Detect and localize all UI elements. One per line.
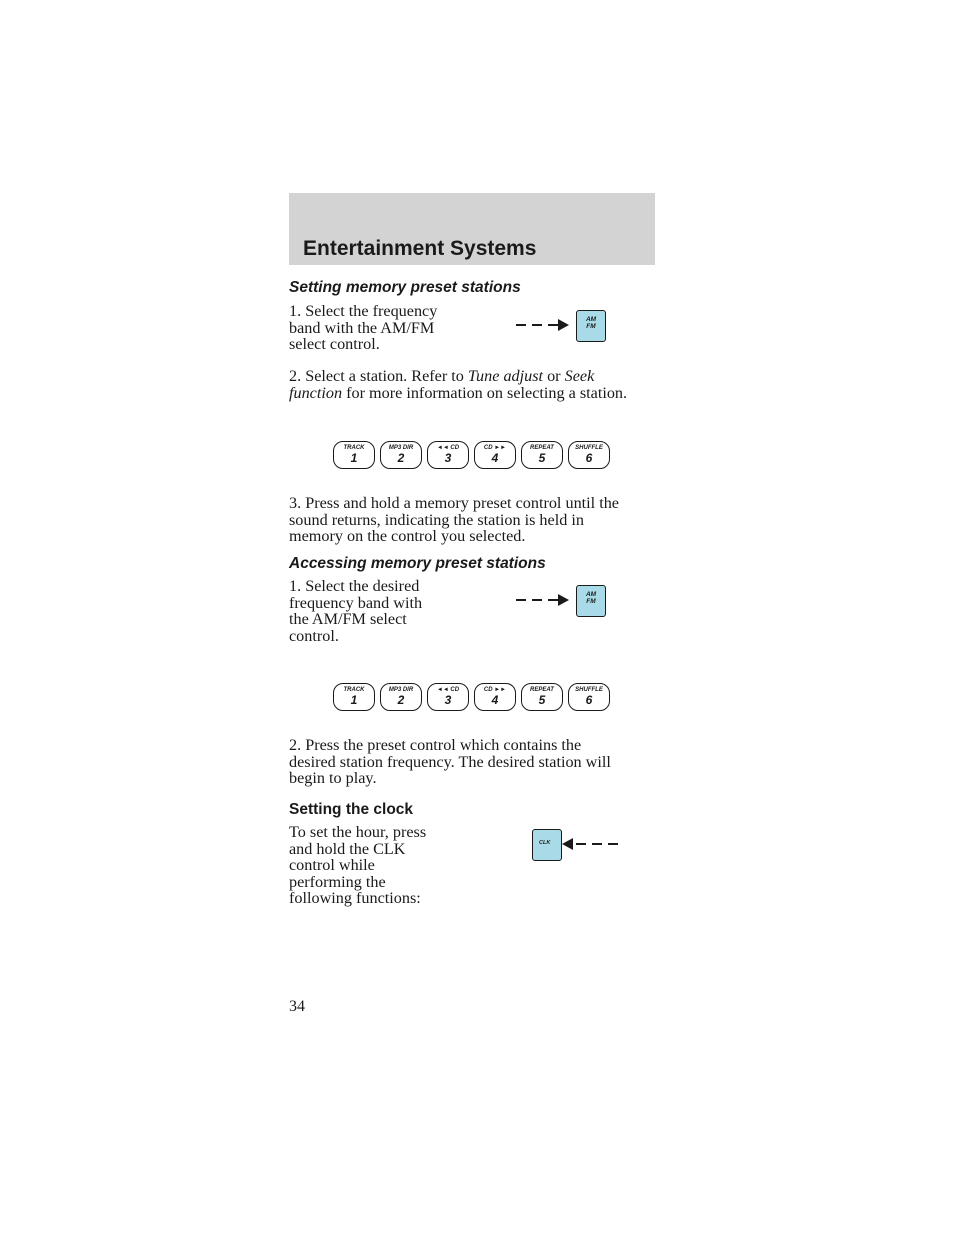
text-line: band with the AM/FM [289, 318, 435, 337]
preset-number: 1 [350, 693, 358, 707]
dash [548, 324, 558, 326]
dash [548, 599, 558, 601]
preset-number: 2 [397, 693, 405, 707]
text-line: 1. Select the frequency [289, 302, 438, 320]
dash [532, 324, 542, 326]
clk-button-icon [532, 829, 562, 861]
preset-label: CD ►► [483, 445, 507, 451]
amfm-line-1: AM [585, 591, 597, 598]
clk-label: CLK [539, 840, 551, 846]
clk-figure [532, 829, 622, 863]
text-fragment: for more information on selecting a station. [342, 383, 628, 402]
preset-number: 6 [585, 693, 593, 707]
dash [608, 843, 618, 845]
amfm-line-1: AM [585, 316, 597, 323]
arrow-right-icon [558, 319, 569, 331]
setting-step-2 [289, 368, 627, 401]
section-title: Entertainment Systems [303, 237, 537, 260]
text-line [289, 368, 627, 385]
preset-button-4 [474, 683, 516, 711]
preset-button-6 [568, 683, 610, 711]
preset-buttons-row-2 [333, 683, 611, 713]
arrow-right-icon [558, 594, 569, 606]
text-fragment: 2. Select a station. Refer to [289, 367, 468, 385]
preset-number: 4 [491, 451, 499, 465]
amfm-button-icon [576, 585, 606, 617]
text-line: and hold the CLK [289, 839, 406, 858]
preset-number: 6 [585, 451, 593, 465]
heading-accessing-presets: Accessing memory preset stations [289, 555, 546, 572]
preset-button-1 [333, 683, 375, 711]
text-line: select control. [289, 335, 380, 353]
italic-term: Tune adjust [467, 367, 544, 385]
italic-term: function [289, 383, 343, 402]
preset-number: 5 [538, 451, 546, 465]
preset-number: 5 [538, 693, 546, 707]
text-line [289, 385, 627, 402]
preset-label: REPEAT [530, 687, 554, 693]
text-line: To set the hour, press [289, 823, 427, 841]
page-number: 34 [289, 998, 305, 1015]
preset-button-6 [568, 441, 610, 469]
preset-label: SHUFFLE [575, 445, 603, 451]
text-line: frequency band with [289, 593, 423, 612]
clock-intro [289, 824, 426, 907]
setting-step-1 [289, 303, 437, 353]
amfm-button-icon [576, 310, 606, 342]
text-line: 3. Press and hold a memory preset control until the [289, 494, 619, 512]
text-line: 1. Select the desired [289, 577, 420, 595]
text-line: following functions: [289, 889, 421, 907]
preset-label: MP3 DIR [388, 445, 414, 451]
setting-step-3 [289, 495, 619, 545]
text-line: begin to play. [289, 769, 377, 787]
italic-term: Seek [564, 367, 595, 385]
preset-number: 3 [444, 451, 452, 465]
header-band [289, 193, 655, 265]
text-line: sound returns, indicating the station is held in [289, 510, 584, 529]
text-line: memory on the control you selected. [289, 527, 526, 545]
preset-button-4 [474, 441, 516, 469]
preset-number: 3 [444, 693, 452, 707]
accessing-step-2 [289, 737, 611, 787]
preset-number: 4 [491, 693, 499, 707]
text-line: 2. Press the preset control which contains the [289, 736, 582, 754]
accessing-step-1 [289, 578, 422, 644]
preset-label: CD ►► [483, 687, 507, 693]
dash [516, 599, 526, 601]
dash [576, 843, 586, 845]
preset-label: MP3 DIR [388, 687, 414, 693]
preset-button-3 [427, 683, 469, 711]
amfm-figure-2 [512, 585, 612, 619]
amfm-line-2: FM [586, 323, 596, 330]
text-fragment: or [543, 367, 565, 385]
preset-label: TRACK [343, 687, 365, 693]
text-line: desired station frequency. The desired station will [289, 752, 611, 771]
heading-setting-clock: Setting the clock [289, 801, 414, 818]
heading-setting-presets: Setting memory preset stations [289, 279, 521, 296]
preset-label: TRACK [343, 445, 365, 451]
dash [532, 599, 542, 601]
preset-button-1 [333, 441, 375, 469]
preset-button-3 [427, 441, 469, 469]
dash [516, 324, 526, 326]
preset-buttons-row-1 [333, 441, 611, 471]
preset-label: ◄◄ CD [436, 445, 460, 451]
preset-number: 2 [397, 451, 405, 465]
amfm-figure-1 [512, 310, 612, 344]
text-line: the AM/FM select [289, 610, 407, 628]
text-line: control while [289, 856, 375, 874]
text-line: performing the [289, 872, 386, 891]
preset-number: 1 [350, 451, 358, 465]
preset-button-5 [521, 441, 563, 469]
preset-button-5 [521, 683, 563, 711]
preset-label: ◄◄ CD [436, 687, 460, 693]
dash [592, 843, 602, 845]
preset-label: SHUFFLE [575, 687, 603, 693]
arrow-left-icon [562, 838, 573, 850]
text-line: control. [289, 626, 339, 645]
preset-button-2 [380, 683, 422, 711]
preset-label: REPEAT [530, 445, 554, 451]
amfm-line-2: FM [586, 598, 596, 605]
preset-button-2 [380, 441, 422, 469]
